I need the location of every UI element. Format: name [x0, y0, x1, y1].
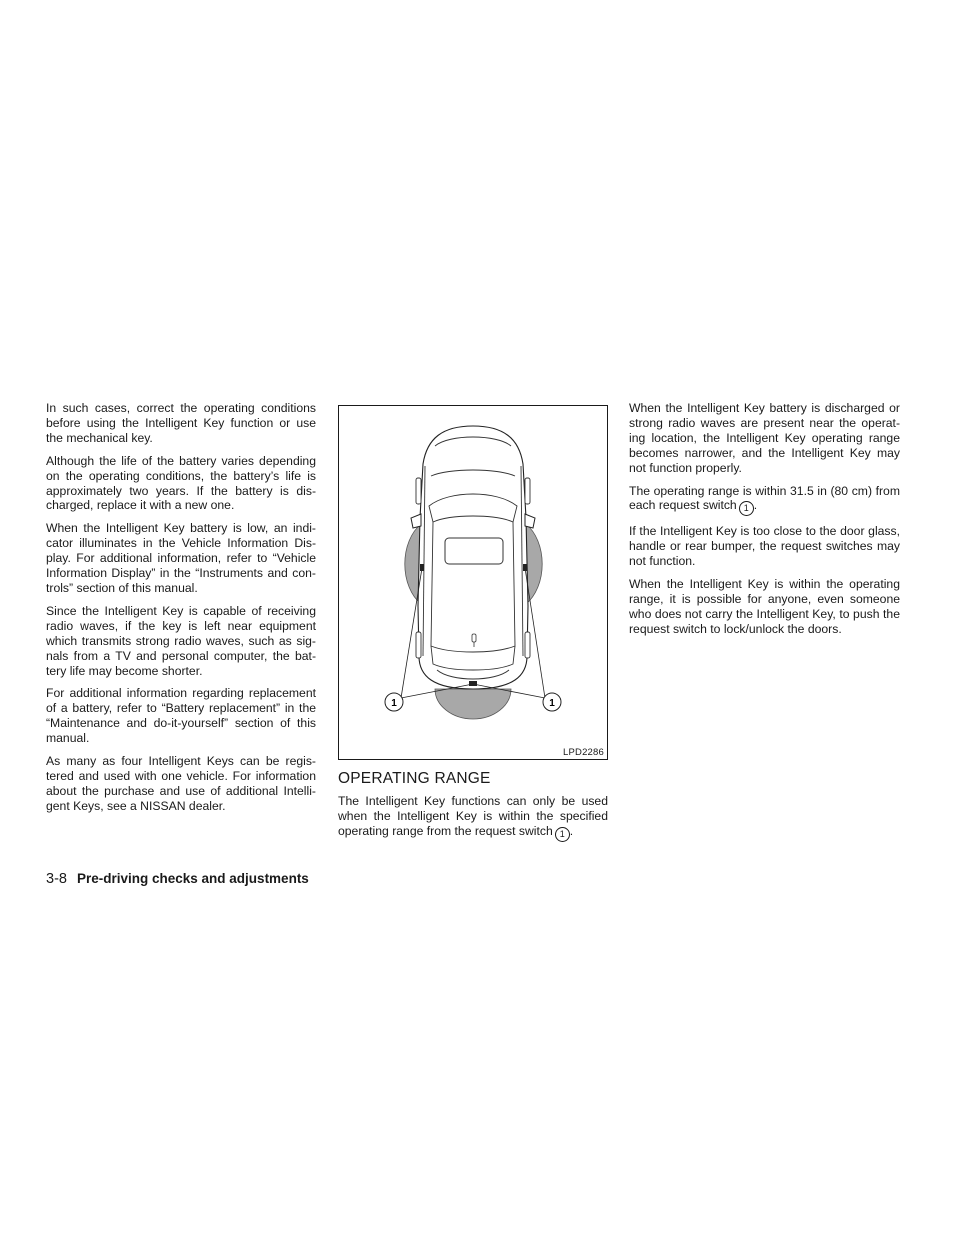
paragraph-text: The operating range is within 31.5 in (80 cm) from each request switch [629, 483, 900, 513]
paragraph: If the Intelligent Key is too close to the door glass, handle or rear bumper, the request switches may not function. [629, 524, 900, 569]
callout-marker: 1 [555, 827, 570, 842]
rear-range-zone [435, 689, 511, 719]
page-number: 3-8 [46, 871, 67, 887]
callout-right-label: 1 [549, 698, 555, 709]
paragraph-end: . [569, 823, 574, 838]
paragraph: When the Intelligent Key is within the operating range, it is possible for anyone, even someone who does not carry the Intelligent Key, to push the request switch to lock/unlock the doors. [629, 577, 900, 636]
figure-code: LPD2286 [562, 747, 604, 758]
section-heading: OPERATING RANGE [338, 770, 491, 787]
page-footer [46, 871, 309, 887]
paragraph: Since the Intelligent Key is capable of receiving radio waves, if the key is left near equipment which transmits strong radio waves, such as sig- nals from a TV and personal computer, the bat- tery life may become shorter. [46, 603, 316, 678]
request-switch-rear [469, 681, 477, 686]
sunroof [445, 538, 503, 564]
paragraph-end: . [753, 498, 758, 513]
paragraph-text: The Intelligent Key functions can only be used when the Intelligent Key is within the specified operating range from the request switch [338, 794, 608, 838]
paragraph: As many as four Intelligent Keys can be regis- tered and used with one vehicle. For information about the purchase and use of additional Intelli- gent Keys, see a NISSAN dealer. [46, 754, 316, 813]
paragraph [338, 794, 608, 842]
paragraph: In such cases, correct the operating conditions before using the Intelligent Key function or use the mechanical key. [46, 401, 316, 445]
callout-marker: 1 [739, 501, 754, 516]
right-column [629, 401, 900, 645]
left-column [46, 401, 316, 822]
middle-column [338, 401, 608, 850]
paragraph [629, 484, 900, 517]
paragraph: When the Intelligent Key battery is discharged or strong radio waves are present near the operat- ing location, the Intelligent Key operating range becomes narrower, and the Intelligent Key may not function properly. [629, 401, 900, 475]
callout-left-label: 1 [391, 698, 397, 709]
callout-left [385, 693, 403, 711]
paragraph: Although the life of the battery varies depending on the operating conditions, the battery’s life is approximately two years. If the battery is dis- charged, replace it with a new one. [46, 453, 316, 513]
operating-range-figure [338, 405, 608, 760]
car-top-view-illustration [339, 406, 607, 759]
callout-right [543, 693, 561, 711]
paragraph: When the Intelligent Key battery is low, an indi- cator illuminates in the Vehicle Information Dis- play. For additional information, refer to “Vehicle Information Display” in the “Instruments and con- trols” section of this manual. [46, 521, 316, 595]
footer-section-title: Pre-driving checks and adjustments [77, 871, 309, 886]
paragraph: For additional information regarding replacement of a battery, refer to “Battery replacement” in the “Maintenance and do-it-yourself” section of this manual. [46, 686, 316, 746]
